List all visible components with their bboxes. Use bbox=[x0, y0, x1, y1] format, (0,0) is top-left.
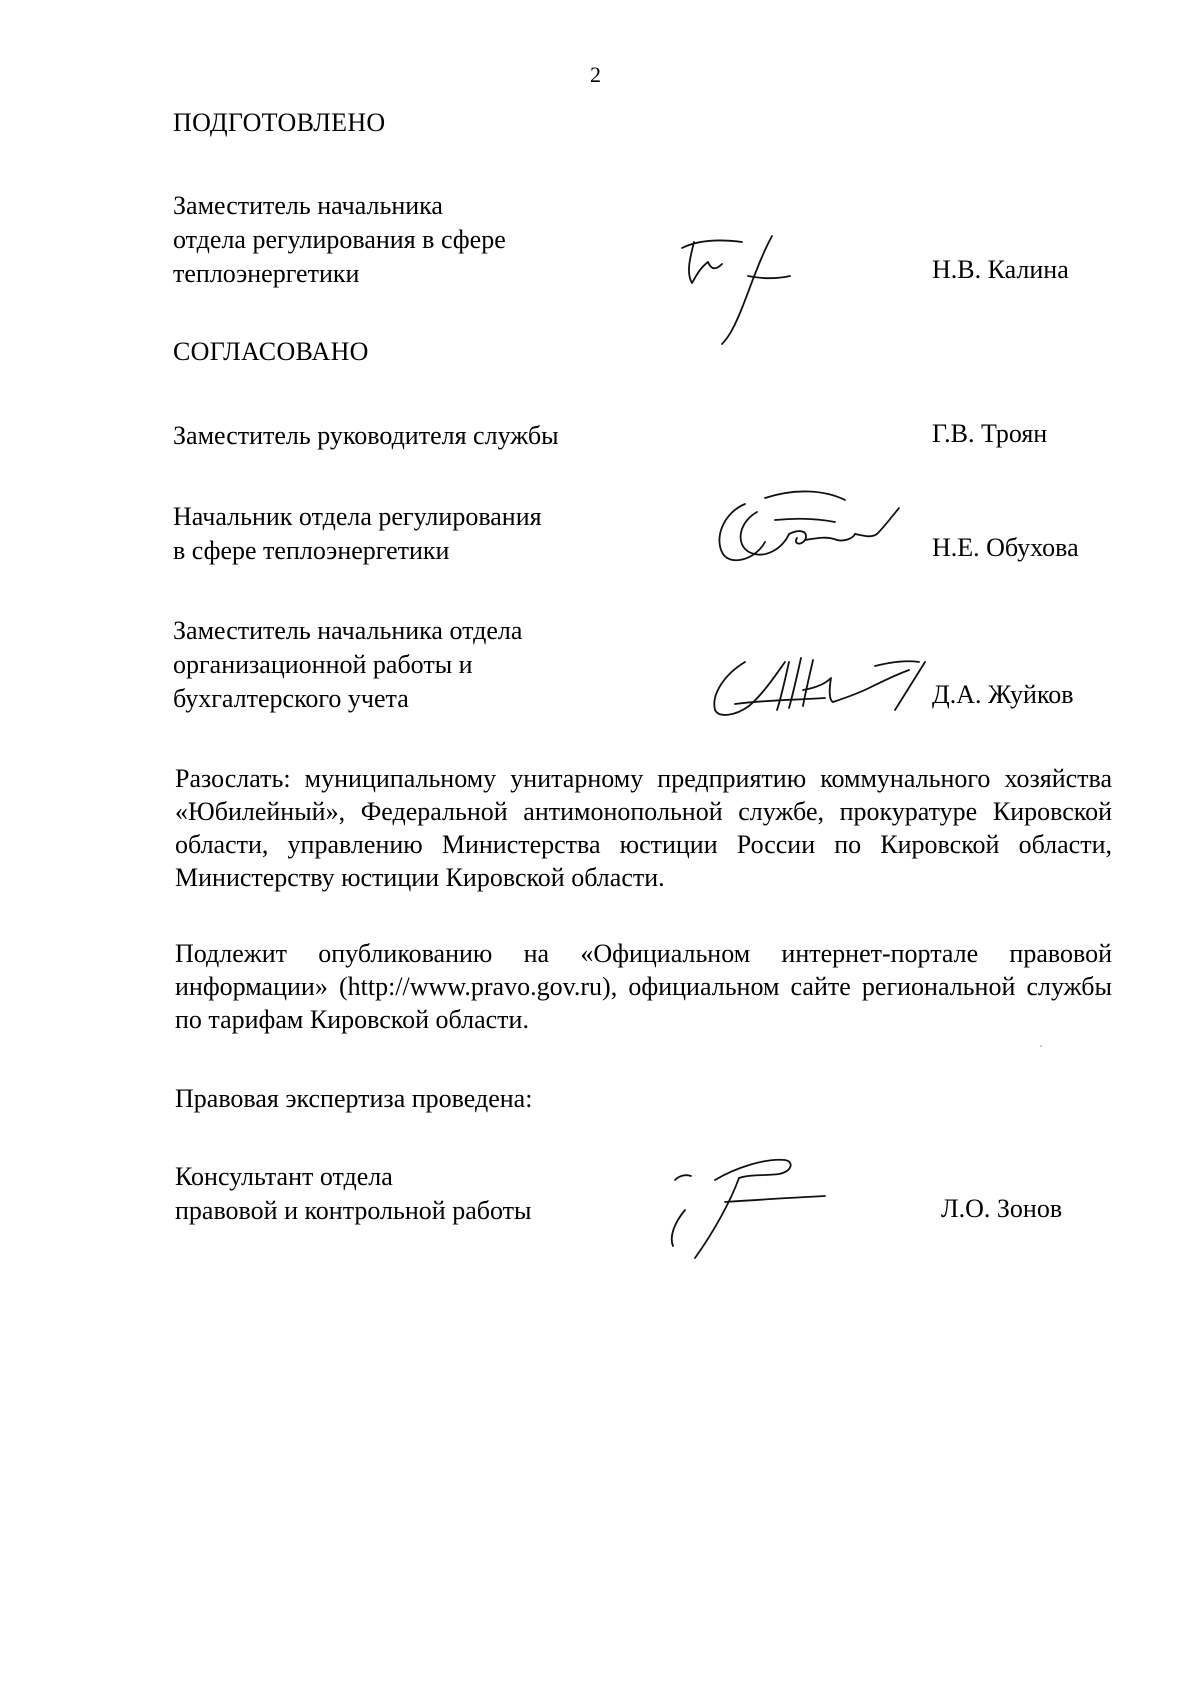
prepared-signatory-name: Н.В. Калина bbox=[932, 255, 1069, 284]
page-number: 2 bbox=[590, 62, 601, 87]
legal-review-heading bbox=[175, 1082, 532, 1116]
agreed-signatory-2-name: Н.Е. Обухова bbox=[932, 533, 1079, 562]
prepared-position-line-2: отдела регулирования в сфере bbox=[173, 225, 506, 254]
legal-review-position-line-1: Консультант отдела bbox=[175, 1162, 393, 1191]
agreed-signatory-3-name: Д.А. Жуйков bbox=[932, 680, 1074, 709]
agreed-signatory-1-position-line-1: Заместитель руководителя службы bbox=[173, 421, 559, 450]
agreed-signatory-3-position bbox=[173, 614, 522, 716]
legal-review-signatory-name: Л.О. Зонов bbox=[941, 1194, 1063, 1223]
scan-speck bbox=[1040, 1045, 1042, 1047]
legal-review-position bbox=[175, 1160, 531, 1228]
agreed-signatory-3-position-line-3: бухгалтерского учета bbox=[173, 684, 409, 713]
agreed-signatory-1-position bbox=[173, 419, 559, 453]
agreed-signatory-2-position-line-1: Начальник отдела регулирования bbox=[173, 502, 542, 531]
agreed-signatory-3-position-line-1: Заместитель начальника отдела bbox=[173, 616, 523, 645]
legal-review-heading-text: Правовая экспертиза проведена: bbox=[175, 1084, 533, 1113]
prepared-heading: ПОДГОТОВЛЕНО bbox=[173, 108, 386, 137]
handwritten-signature-zhuikov-icon bbox=[705, 650, 945, 730]
handwritten-signature-obukhova-icon bbox=[705, 482, 905, 582]
publication-paragraph: Подлежит опубликованию на «Официальном интернет-портале правовой информации» (http://www.pravo.gov.ru), официальном сайте региональной службы по тарифам Кировской области. bbox=[175, 939, 1112, 1034]
agreed-signatory-2-position-line-2: в сфере теплоэнергетики bbox=[173, 536, 450, 565]
prepared-position-line-1: Заместитель начальника bbox=[173, 191, 443, 220]
prepared-position bbox=[173, 189, 506, 291]
agreed-signatory-3-position-line-2: организационной работы и bbox=[173, 650, 473, 679]
agreed-signatory-2-position bbox=[173, 500, 542, 568]
agreed-signatory-1-name: Г.В. Троян bbox=[932, 419, 1048, 448]
distribution-paragraph: Разослать: муниципальному унитарному предприятию коммунального хозяйства «Юбилейный», Федеральной антимонопольной службе, прокуратуре Кировской области, управлению Министерства юстиции России по Кировской области, Министерству юстиции Кировской области. bbox=[175, 764, 1112, 892]
handwritten-signature-kalina-icon bbox=[672, 228, 802, 348]
legal-review-position-line-2: правовой и контрольной работы bbox=[175, 1196, 532, 1225]
prepared-position-line-3: теплоэнергетики bbox=[173, 259, 360, 288]
handwritten-signature-zonov-icon bbox=[655, 1150, 835, 1270]
agreed-heading: СОГЛАСОВАНО bbox=[173, 337, 369, 366]
